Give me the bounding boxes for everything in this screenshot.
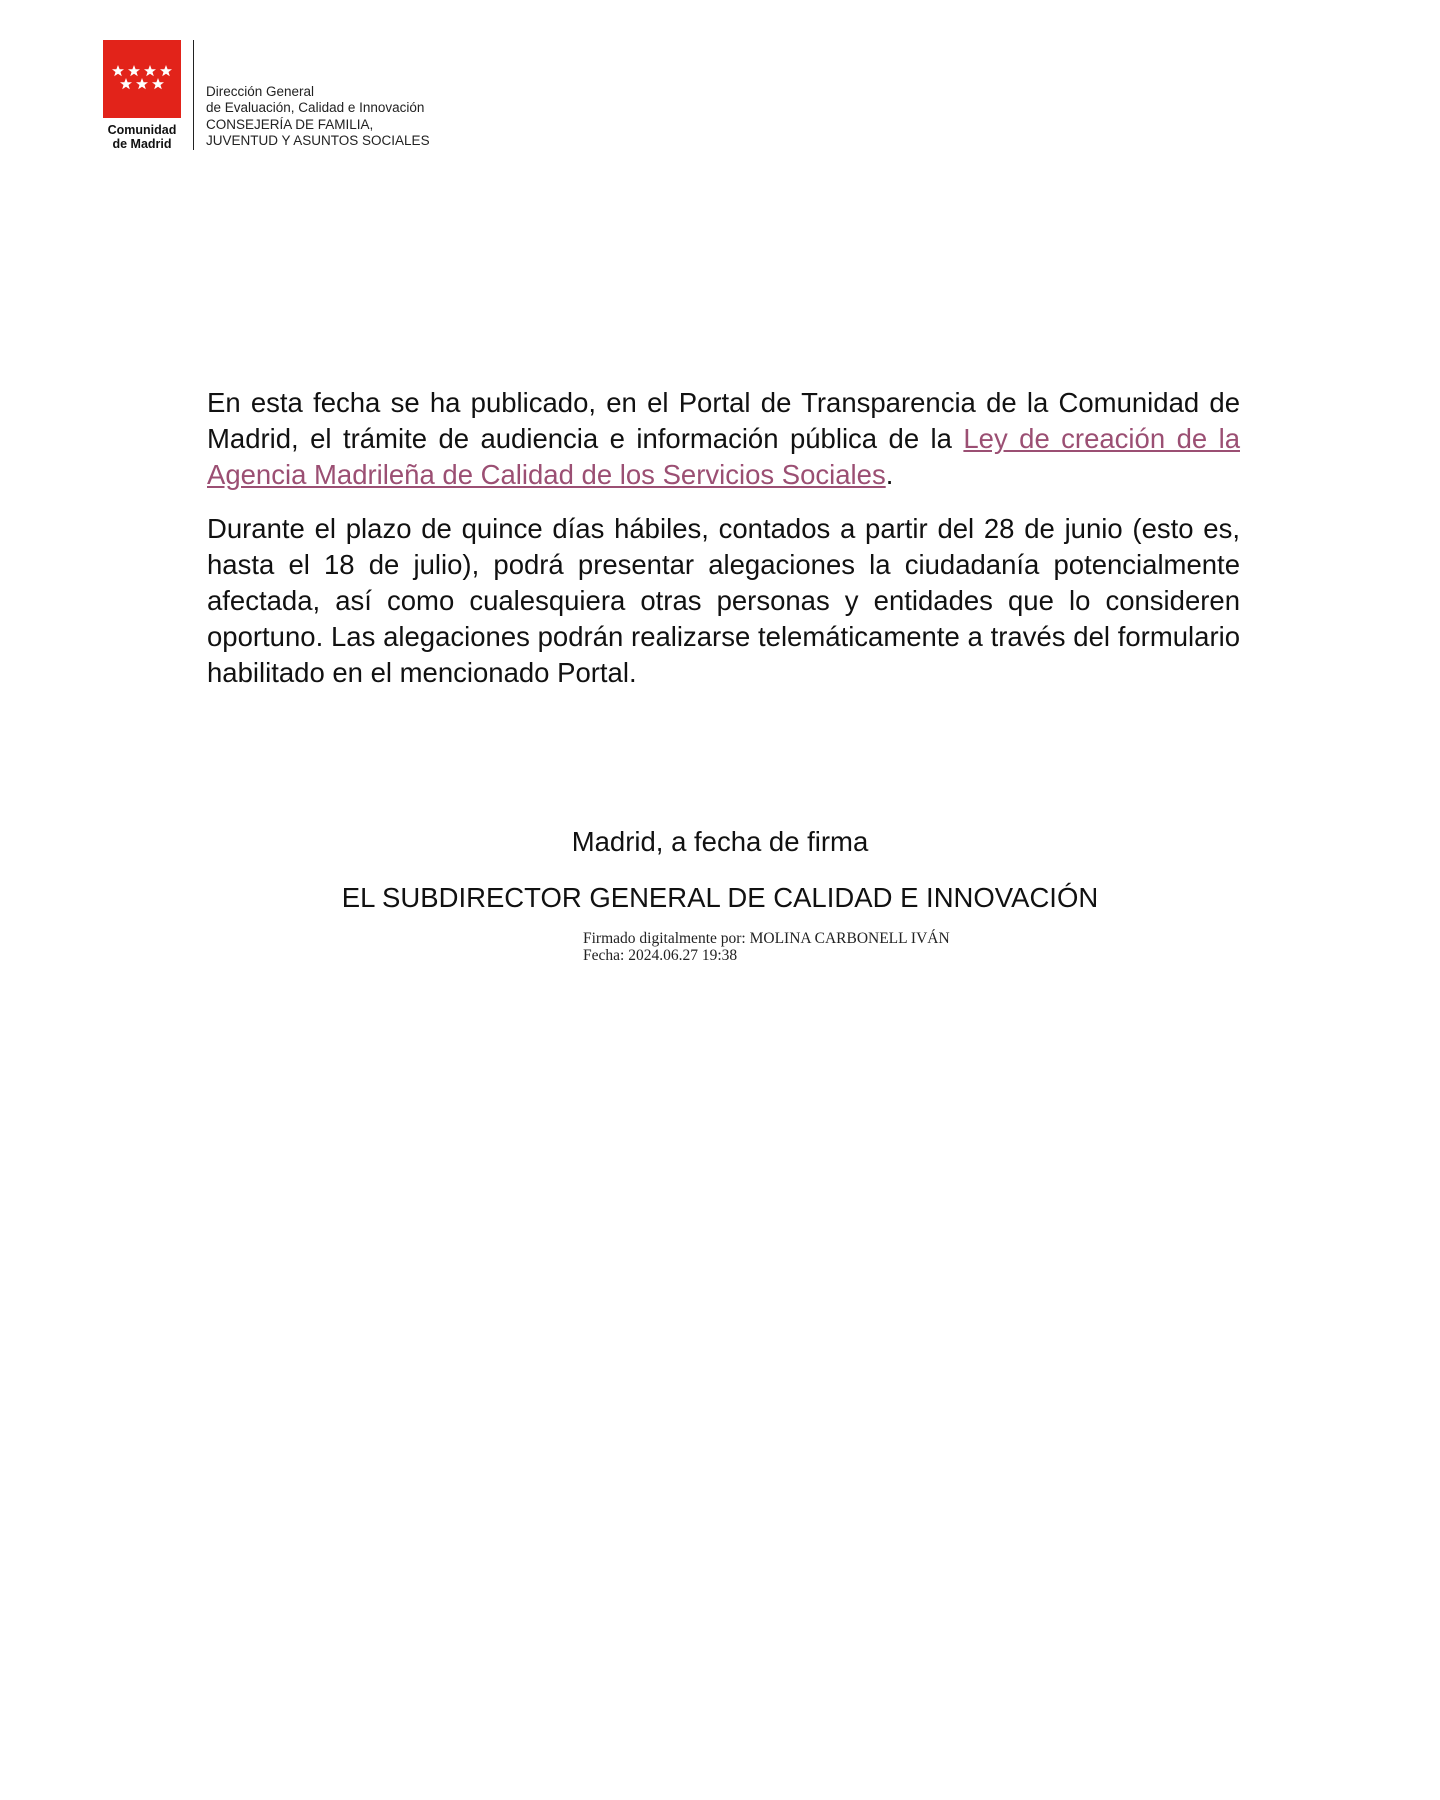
signature-date: Fecha: 2024.06.27 19:38 <box>583 947 738 964</box>
directorate-line1: Dirección General <box>206 84 315 99</box>
signer-title: EL SUBDIRECTOR GENERAL DE CALIDAD E INNOVACIÓN <box>341 882 1099 913</box>
directorate-line2: de Evaluación, Calidad e Innovación <box>206 99 425 115</box>
department-line1: CONSEJERÍA DE FAMILIA, <box>206 117 374 132</box>
comunidad-madrid-logo <box>103 40 181 151</box>
department-line2: JUVENTUD Y ASUNTOS SOCIALES <box>206 132 430 148</box>
paragraph1-text: En esta fecha se ha publicado, en el Portal de Transparencia de la Comunidad de Madrid, el trámite de audiencia e información pública de la <box>207 387 1240 454</box>
paragraph1-end: . <box>885 459 894 490</box>
logo-text-line2: de Madrid <box>112 137 172 151</box>
paragraph-deadline: Durante el plazo de quince días hábiles, contados a partir del 28 de junio (esto es, hasta el 18 de julio), podrá presentar alegaciones la ciudadanía potencialmente afectada, así como cualesquiera otras personas y entidades que lo consideren oportuno. Las alegaciones podrán realizarse telemáticamente a través del formulario habilitado en el mencionado Portal. <box>207 513 1240 688</box>
header-divider <box>193 40 194 150</box>
place-date: Madrid, a fecha de firma <box>571 826 869 857</box>
paragraph-publication <box>207 385 1240 493</box>
letterhead <box>103 40 430 151</box>
issuing-body <box>206 84 430 148</box>
logo-text-line1: Comunidad <box>107 123 177 137</box>
digital-signature <box>583 930 950 964</box>
law-link[interactable]: Ley de creación de la Agencia Madrileña de Calidad de los Servicios Sociales <box>207 423 1240 490</box>
signature-signed-by: Firmado digitalmente por: MOLINA CARBONELL IVÁN <box>583 930 950 947</box>
document-body <box>207 385 1240 709</box>
madrid-flag-icon <box>103 40 181 118</box>
logo-wordmark <box>108 123 177 151</box>
